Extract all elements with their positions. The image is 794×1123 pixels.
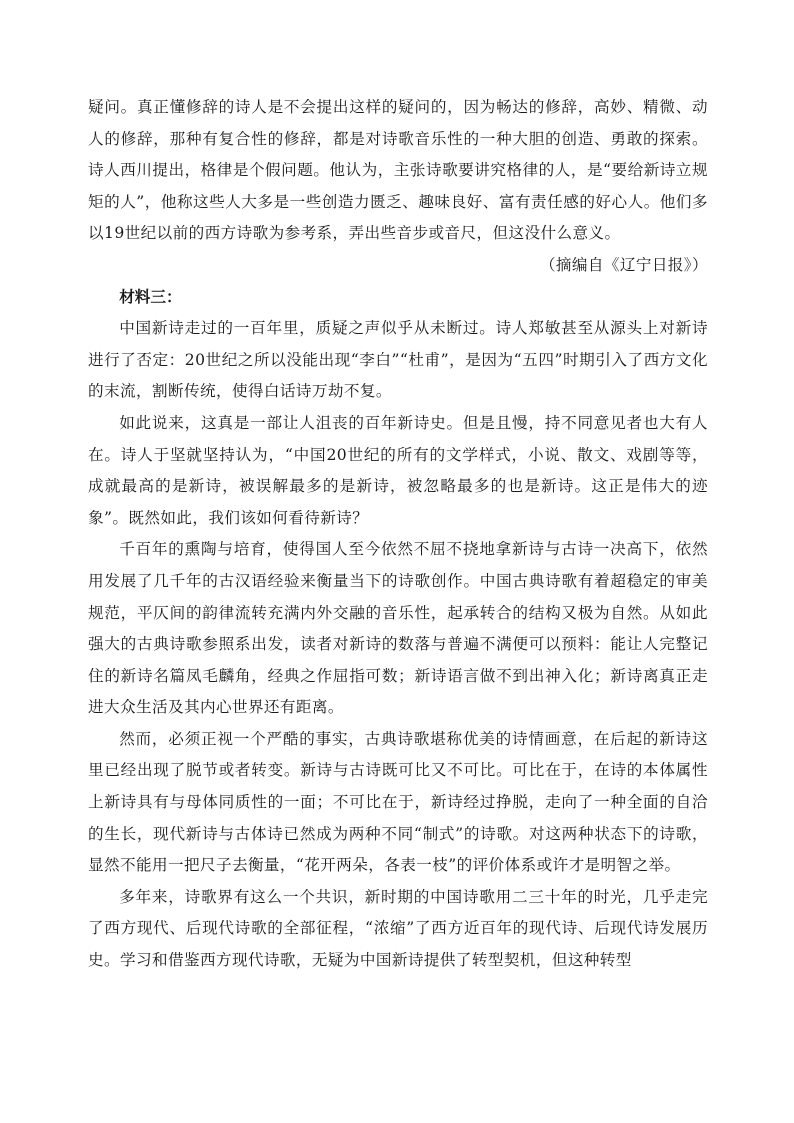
paragraph-4: 然而，必须正视一个严酷的事实，古典诗歌堪称优美的诗情画意，在后起的新诗这里已经出现了脱节或者转变。新诗与古诗既可比又不可比。可比在于，在诗的本体属性上新诗具有与母体同质性的一面；不可比在于，新诗经过挣脱，走向了一种全面的自洽的生长，现代新诗与古体诗已然成为两种不同“制式”的诗歌。对这两种状态下的诗歌，显然不能用一把尺子去衡量，“花开两朵，各表一枝”的评价体系或许才是明智之举。 [88,729,708,875]
section-heading: 材料三： [119,287,182,306]
paragraph-3: 千百年的熏陶与培育，使得国人至今依然不屈不挠地拿新诗与古诗一决高下，依然用发展了几千年的古汉语经验来衡量当下的诗歌创作。中国古典诗歌有着超稳定的审美规范，平仄间的韵律流转充满内外交融的音乐性，起承转合的结构又极为自然。从如此强大的古典诗歌参照系出发，读者对新诗的数落与普遍不满便可以预料：能让人完整记住的新诗名篇凤毛麟角，经典之作屈指可数；新诗语言做不到出神入化；新诗离真正走进大众生活及其内心世界还有距离。 [88,540,708,717]
paragraph-1: 中国新诗走过的一百年里，质疑之声似乎从未断过。诗人郑敏甚至从源头上对新诗进行了否定：20世纪之所以没能出现“李白”“杜甫”，是因为“五四”时期引入了西方文化的末流，割断传统，使得白话诗万劫不复。 [88,319,708,401]
document-page [88,92,708,977]
paragraph-2: 如此说来，这真是一部让人沮丧的百年新诗史。但是且慢，持不同意见者也大有人在。诗人于坚就坚持认为，“中国20世纪的所有的文学样式，小说、散文、戏剧等等，成就最高的是新诗，被误解最多的是新诗，被忽略最多的也是新诗。这正是伟大的迹象”。既然如此，我们该如何看待新诗？ [88,413,708,527]
paragraph-5: 多年来，诗歌界有这么一个共识，新时期的中国诗歌用二三十年的时光，几乎走完了西方现代、后现代诗歌的全部征程，“浓缩”了西方近百年的现代诗、后现代诗发展历史。学习和借鉴西方现代诗歌，无疑为中国新诗提供了转型契机，但这种转型 [88,887,708,970]
continued-paragraph: 疑问。真正懂修辞的诗人是不会提出这样的疑问的，因为畅达的修辞，高妙、精微、动人的修辞，那种有复合性的修辞，都是对诗歌音乐性的一种大胆的创造、勇敢的探索。诗人西川提出，格律是个假问题。他认为，主张诗歌要讲究格律的人，是“要给新诗立规矩的人”，他称这些人大多是一些创造力匮乏、趣味良好、富有责任感的好心人。他们多以19世纪以前的西方诗歌为参考系，弄出些音步或音尺，但这没什么意义。 [88,98,708,243]
source-note: （摘编自《辽宁日报》） [539,255,708,274]
